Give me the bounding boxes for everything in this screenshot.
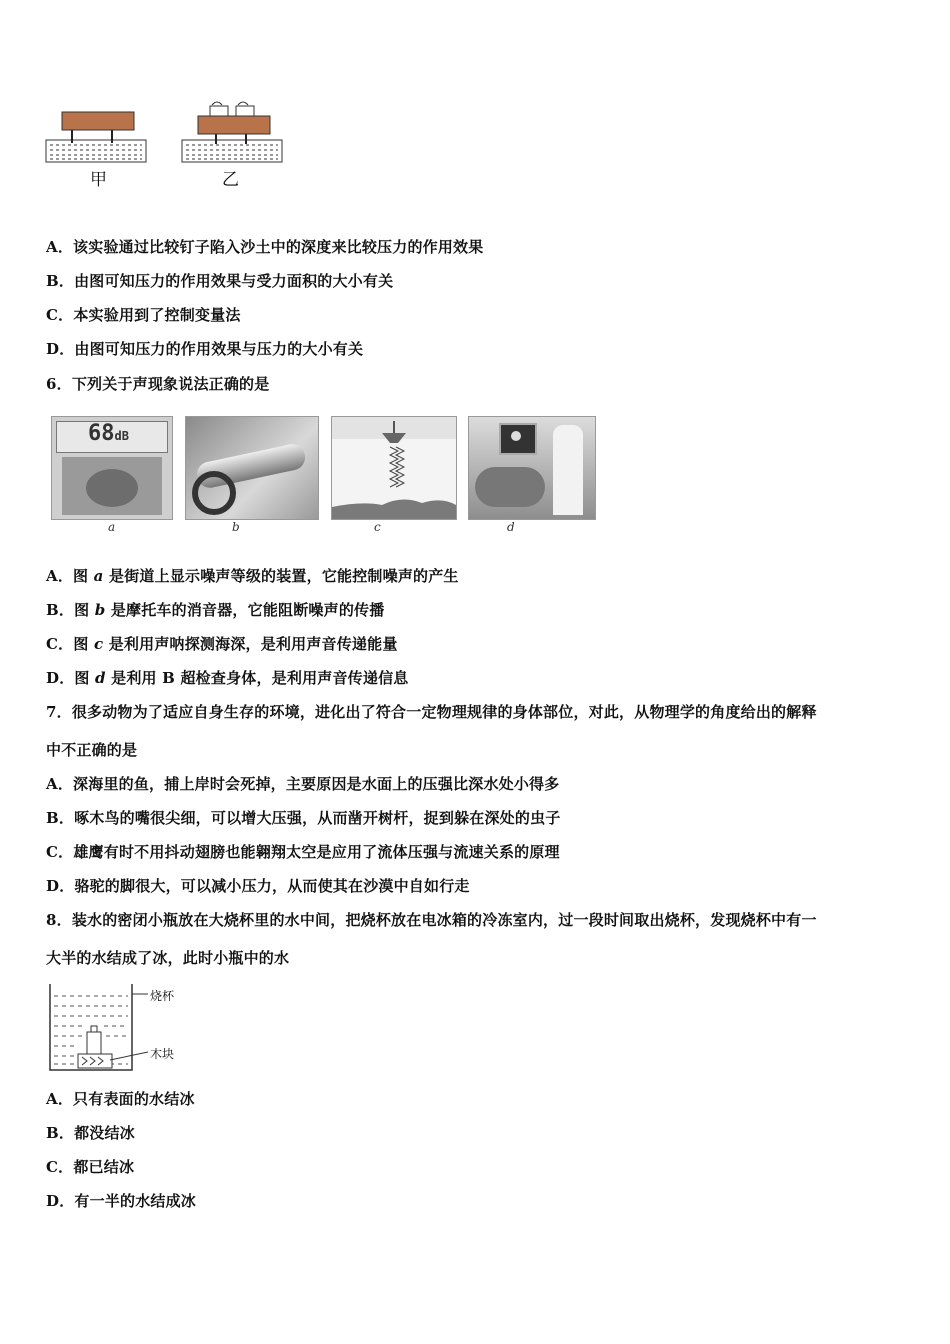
photo-label-a: a	[108, 520, 116, 534]
q7-option-c: C．雄鹰有时不用抖动翅膀也能翱翔太空是应用了流体压强与流速关系的原理	[46, 843, 560, 861]
photo-label-d: d	[507, 520, 515, 534]
q6-option-a: A．图 a 是街道上显示噪声等级的装置，它能控制噪声的产生	[46, 567, 459, 585]
photo-motorcycle-muffler	[185, 416, 319, 520]
beaker-label: 烧杯	[150, 989, 175, 1003]
q7-option-a: A．深海里的鱼，捕上岸时会死掉，主要原因是水面上的压强比深水处小得多	[46, 775, 560, 793]
q8-option-c: C．都已结冰	[46, 1158, 135, 1176]
figure-label-jia: 甲	[90, 170, 107, 190]
q5-option-d: D．由图可知压力的作用效果与压力的大小有关	[46, 340, 364, 358]
q8-stem-line1: 8．装水的密闭小瓶放在大烧杯里的水中间，把烧杯放在电冰箱的冷冻室内，过一段时间取出烧杯，发现烧杯中有一	[46, 911, 817, 929]
figure-label-yi: 乙	[222, 170, 239, 190]
figure-yi	[182, 102, 282, 162]
meter-unit: dB	[114, 429, 129, 443]
q5-option-c: C．本实验用到了控制变量法	[46, 306, 241, 324]
q7-stem-line1: 7．很多动物为了适应自身生存的环境，进化出了符合一定物理规律的身体部位，对此，从物理学的角度给出的解释	[46, 703, 817, 721]
q8-stem-line2: 大半的水结成了冰，此时小瓶中的水	[46, 949, 290, 967]
q5-option-a: A．该实验通过比较钉子陷入沙土中的深度来比较压力的作用效果	[46, 238, 484, 256]
q8-option-d: D．有一半的水结成冰	[46, 1192, 197, 1210]
meter-reading: 68	[88, 421, 115, 446]
q6-stem: 6．下列关于声现象说法正确的是	[46, 375, 270, 393]
photo-label-c: c	[374, 520, 381, 534]
q6-option-b: B．图 b 是摩托车的消音器，它能阻断噪声的传播	[46, 601, 385, 619]
photo-noise-meter	[51, 416, 173, 520]
photo-sonar	[331, 416, 457, 520]
wood-block-label: 木块	[150, 1047, 175, 1061]
q8-option-b: B．都没结冰	[46, 1124, 135, 1142]
figure-jia	[46, 112, 146, 162]
q7-option-d: D．骆驼的脚很大，可以减小压力，从而使其在沙漠中自如行走	[46, 877, 470, 895]
q5-option-b: B．由图可知压力的作用效果与受力面积的大小有关	[46, 272, 394, 290]
q6-option-c: C．图 c 是利用声呐探测海深，是利用声音传递能量	[46, 635, 398, 653]
q7-stem-line2: 中不正确的是	[46, 741, 138, 759]
photo-b-ultrasound	[468, 416, 596, 520]
photo-label-b: b	[232, 520, 240, 534]
q8-option-a: A．只有表面的水结冰	[46, 1090, 195, 1108]
q7-option-b: B．啄木鸟的嘴很尖细，可以增大压强，从而凿开树杆，捉到躲在深处的虫子	[46, 809, 561, 827]
q6-option-d: D．图 d 是利用 B 超检查身体，是利用声音传递信息	[46, 669, 409, 687]
pressure-experiment-figure	[40, 96, 290, 192]
